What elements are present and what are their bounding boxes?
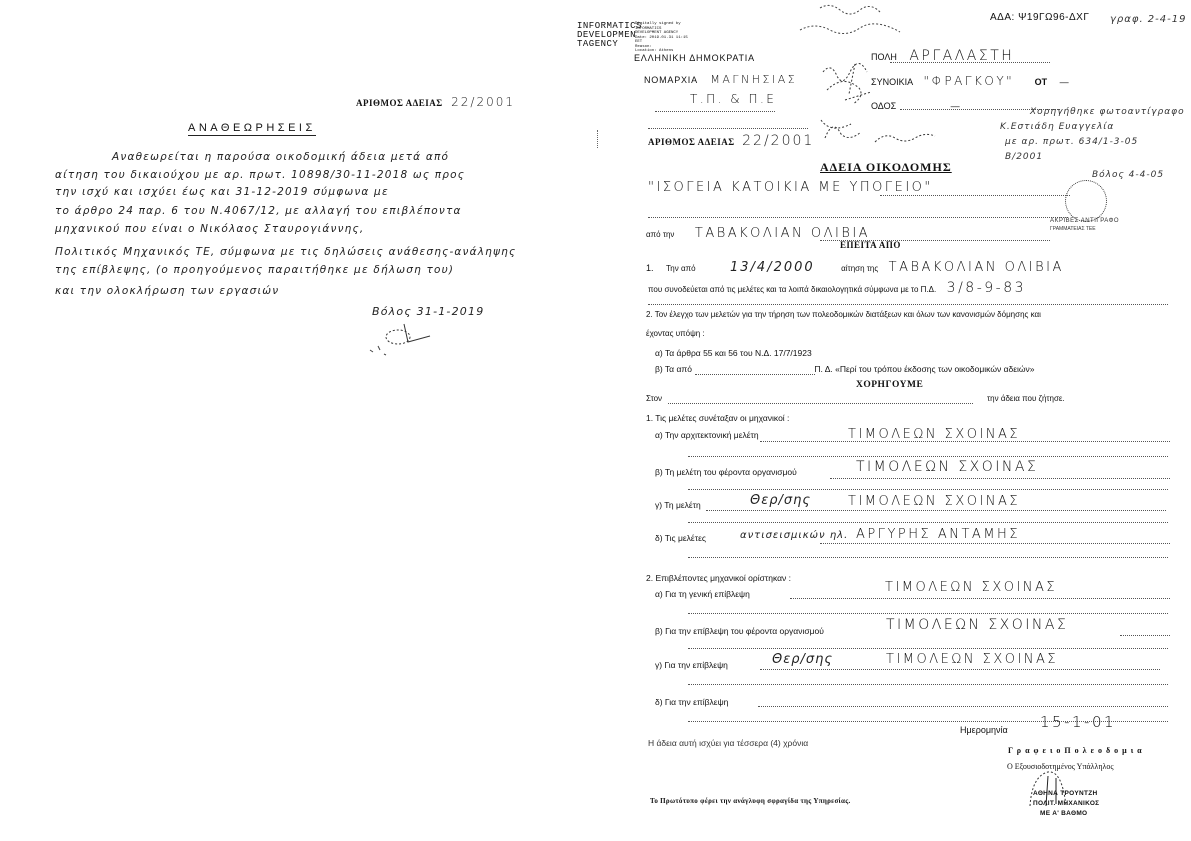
item1-row — [646, 258, 1064, 276]
revision-note-line: μηχανικού που είναι ο Νικόλαος Σταυρογιάννης, — [55, 223, 365, 235]
item2-text2: έχοντας υπόψη : — [646, 329, 705, 338]
study-row-c-label: γ) Τη μελέτη — [655, 500, 701, 510]
margin-note: Χορηγήθηκε φωτοαντίγραφο — [1030, 107, 1185, 117]
street-row — [871, 96, 960, 114]
supervisor-row-b-engineer: ΤΙΜΟΛΕΩΝ ΣΧΟΙΝΑΣ — [886, 617, 1069, 633]
dotted-line — [1120, 634, 1170, 636]
permit-number-label: ΑΡΙΘΜΟΣ ΑΔΕΙΑΣ — [648, 137, 735, 147]
margin-note: Β/2001 — [1005, 152, 1044, 162]
dotted-line — [760, 668, 1160, 670]
dotted-line — [688, 455, 1168, 457]
city-label: ΠΟΛΗ — [871, 52, 897, 62]
item2-a: α) Τα άρθρα 55 και 56 του Ν.Δ. 17/7/1923 — [655, 348, 812, 358]
supervisor-row-c-extra: Θερ/σης — [772, 652, 833, 667]
officer-stamp-line: ΑΘΗΝΑ ΤΡΟΥΝΤΖΗ — [1033, 790, 1098, 797]
margin-line — [597, 130, 598, 148]
study-row-b-engineer: ΤΙΜΟΛΕΩΝ ΣΧΟΙΝΑΣ — [856, 459, 1039, 475]
item1-line2 — [648, 279, 1026, 297]
supervisor-row-c-label: γ) Για την επίβλεψη — [655, 660, 728, 670]
revisions-heading: ΑΝΑΘΕΩΡΗΣΕΙΣ — [188, 122, 316, 134]
item-number: 1. — [646, 263, 654, 273]
dotted-line — [790, 597, 1170, 599]
study-row-a-engineer: ΤΙΜΟΛΕΩΝ ΣΧΟΙΝΑΣ — [848, 427, 1021, 442]
item2-b-label: β) Τα από — [655, 364, 692, 374]
stamp-text: ΓΡΑΜΜΑΤΕΙΑΣ ΤΕΕ — [1050, 226, 1096, 232]
supervisor-row-b-label: β) Για την επίβλεψη του φέροντα οργανισμού — [655, 626, 824, 636]
permit-number-value: 22/2001 — [742, 133, 815, 149]
after-heading: ΕΠΕΙΤΑ ΑΠΟ — [840, 240, 901, 250]
district-row — [871, 72, 1069, 90]
republic-label: ΕΛΛΗΝΙΚΗ ΔΗΜΟΚΡΑΤΙΑ — [634, 53, 755, 63]
study-row-b-label: β) Τη μελέτη του φέροντα οργανισμού — [655, 467, 797, 477]
revision-note-line: Αναθεωρείται η παρούσα οικοδομική άδεια μετά από — [112, 151, 450, 163]
prefecture-label: ΝΟΜΑΡΧΙΑ — [644, 75, 698, 85]
grant-to-label: Στον — [646, 394, 663, 403]
margin-note: Κ.Εστιάδη Ευαγγελία — [1000, 122, 1115, 132]
study-row-d-extra: αντισεισμικών ηλ. — [740, 530, 849, 541]
revision-note-line: την ισχύ και ισχύει έως και 31-12-2019 σύμφωνα με — [55, 186, 389, 198]
dotted-line — [830, 477, 1170, 479]
dotted-line — [688, 647, 1168, 649]
logo-line: DEVELOPMEN — [577, 30, 637, 40]
department-value: Τ.Π. & Π.Ε — [690, 92, 777, 106]
dotted-line — [890, 61, 1050, 63]
item2-b-text: Π. Δ. «Περί του τρόπου έκδοσης των οικοδομικών αδειών» — [814, 364, 1035, 374]
item1-label-b: αίτηση της — [841, 264, 879, 273]
dotted-line — [648, 216, 1068, 218]
from-label: από την — [646, 230, 675, 239]
left-permit-number — [356, 93, 515, 111]
district-value: "ΦΡΑΓΚΟΥ" — [923, 74, 1015, 88]
revision-note-line: αίτηση του δικαιούχου με αρ. πρωτ. 10898/30-11-2018 ως προς — [55, 169, 466, 181]
digital-signature-text — [635, 22, 688, 54]
item2-text: 2. Τον έλεγχο των μελετών για την τήρηση των πολεοδομικών διατάξεων και όλων των κανονισμών δόμησης και — [646, 310, 1041, 319]
study-row-a-label: α) Την αρχιτεκτονική μελέτη — [655, 430, 759, 440]
dotted-line — [688, 488, 1168, 490]
dotted-line — [695, 373, 815, 375]
dotted-line — [820, 542, 1170, 544]
dotted-line — [668, 402, 973, 404]
dotted-line — [760, 440, 1170, 442]
permit-title: ΑΔΕΙΑ ΟΙΚΟΔΟΜΗΣ — [820, 160, 952, 174]
sig-line: Date: 2019.01.31 11:15 — [635, 35, 688, 40]
permit-number-value: 22/2001 — [451, 95, 515, 109]
prefecture-row — [644, 70, 797, 88]
supervisor-row-a-label: α) Για τη γενική επίβλεψη — [655, 589, 750, 599]
item1-label-a: Την από — [665, 264, 696, 273]
sig-line: Location: Athens — [635, 49, 674, 53]
dotted-line — [880, 194, 1070, 196]
street-label: ΟΔΟΣ — [871, 101, 897, 111]
dotted-line — [688, 556, 1168, 558]
dotted-line — [648, 303, 1168, 305]
dotted-line — [758, 705, 1168, 707]
revision-note-line: και την ολοκλήρωση των εργασιών — [55, 285, 280, 297]
dotted-line — [655, 110, 775, 112]
officer-stamp-line: ΜΕ Α' ΒΑΘΜΟ — [1040, 810, 1088, 817]
dotted-line — [648, 127, 808, 129]
city-value: ΑΡΓΑΛΑΣΤΗ — [909, 48, 1015, 64]
revision-note-line: το άρθρο 24 παρ. 6 του Ν.4067/12, με αλλαγή του επιβλέποντα — [55, 205, 462, 217]
right-permit-number — [648, 132, 814, 150]
applicant-name: ΤΑΒΑΚΟΛΙΑΝ ΟΛΙΒΙΑ — [888, 260, 1064, 275]
permit-number-label: ΑΡΙΘΜΟΣ ΑΔΕΙΑΣ — [356, 98, 443, 108]
studies-title: 1. Τις μελέτες συνέταξαν οι μηχανικοί : — [646, 413, 790, 423]
footer-note: Το Πρωτότυπο φέρει την ανάγλυφη σφραγίδα της Υπηρεσίας. — [650, 797, 851, 805]
supervisors-title: 2. Επιβλέποντες μηχανικοί ορίστηκαν : — [646, 573, 791, 583]
prefecture-value: ΜΑΓΝΗΣΙΑΣ — [710, 73, 798, 86]
dotted-line — [706, 509, 1166, 511]
owner-name: ΤΑΒΑΚΟΛΙΑΝ ΟΛΙΒΙΑ — [694, 226, 871, 241]
item1-line2-text: που συνοδεύεται από τις μελέτες και τα λοιπά δικαιολογητικά σύμφωνα με το Π.Δ. — [648, 285, 937, 294]
revision-note-line: της επίβλεψης, (ο προηγούμενος παραιτήθηκε με δήλωση του) — [55, 264, 455, 276]
district-label: ΣΥΝΟΙΚΙΑ — [871, 77, 914, 87]
date-value: 15-1-01 — [1040, 713, 1117, 731]
pd-value: 3/8-9-83 — [946, 280, 1027, 296]
authorized-officer: Ο Εξουσιοδοτημένος Υπάλληλος — [1007, 762, 1114, 771]
date-label: Ημερομηνία — [960, 725, 1008, 735]
supervisor-row-a-engineer: ΤΙΜΟΛΕΩΝ ΣΧΟΙΝΑΣ — [885, 580, 1058, 595]
dotted-line — [688, 683, 1168, 685]
study-row-c-engineer: ΤΙΜΟΛΕΩΝ ΣΧΟΙΝΑΣ — [848, 494, 1021, 509]
ot-value: — — [1059, 77, 1069, 87]
handwritten-scribble-icon — [790, 0, 990, 40]
grant-tail: την άδεια που ζήτησε. — [987, 394, 1065, 403]
sig-line: Reason: — [635, 44, 652, 49]
ada-code: ΑΔΑ: Ψ19ΓΩ96-ΔΧΓ — [990, 12, 1090, 23]
supervisor-row-c-engineer: ΤΙΜΟΛΕΩΝ ΣΧΟΙΝΑΣ — [886, 652, 1059, 667]
street-value: — — [950, 101, 960, 111]
sig-line: INFORMATICS — [635, 26, 662, 31]
margin-note: με αρ. πρωτ. 634/1-3-05 — [1005, 137, 1139, 147]
supervisor-row-d-label: δ) Για την επίβλεψη — [655, 697, 729, 707]
margin-note: Βόλος 4-4-05 — [1092, 170, 1165, 180]
ot-label: ΟΤ — [1034, 77, 1048, 87]
round-stamp-icon — [1065, 180, 1107, 222]
office-name: Γ ρ α φ ε ι ο Π ο λ ε ο δ ο μ ι α — [1008, 746, 1143, 755]
grant-heading: ΧΟΡΗΓΟΥΜΕ — [856, 380, 924, 390]
signature-icon — [360, 320, 440, 360]
validity-note: Η άδεια αυτή ισχύει για τέσσερα (4) χρόνια — [648, 738, 809, 748]
sig-line: DEVELOPMENT AGENCY — [635, 31, 679, 35]
officer-stamp-line: ΠΟΛΙΤ. ΜΗΧΑΝΙΚΟΣ — [1033, 800, 1100, 807]
study-row-c-extra: Θερ/σης — [750, 493, 811, 508]
application-date: 13/4/2000 — [730, 260, 815, 275]
stamp-text: ΑΚΡΙΒΕΣ ΑΝΤΙΓΡΑΦΟ — [1050, 218, 1120, 224]
top-margin-note: γραφ. 2-4-19 — [1110, 14, 1187, 25]
sig-line: Digitally signed by — [635, 22, 681, 26]
dotted-line — [688, 612, 1168, 614]
dotted-line — [688, 521, 1168, 523]
logo-line: INFORMATICS — [577, 21, 642, 31]
revision-date: Βόλος 31-1-2019 — [372, 305, 485, 318]
revision-note-line: Πολιτικός Μηχανικός ΤΕ, σύμφωνα με τις δηλώσεις ανάθεσης-ανάληψης — [55, 246, 517, 258]
logo-line: TAGENCY — [577, 39, 619, 49]
study-row-d-label: δ) Τις μελέτες — [655, 533, 706, 543]
building-type: "ΙΣΟΓΕΙΑ ΚΑΤΟΙΚΙΑ ΜΕ ΥΠΟΓΕΙΟ" — [648, 180, 933, 195]
study-row-d-engineer: ΑΡΓΥΡΗΣ ΑΝΤΑΜΗΣ — [856, 527, 1021, 542]
sig-line: EET — [635, 40, 643, 44]
informatics-logo — [577, 22, 642, 49]
